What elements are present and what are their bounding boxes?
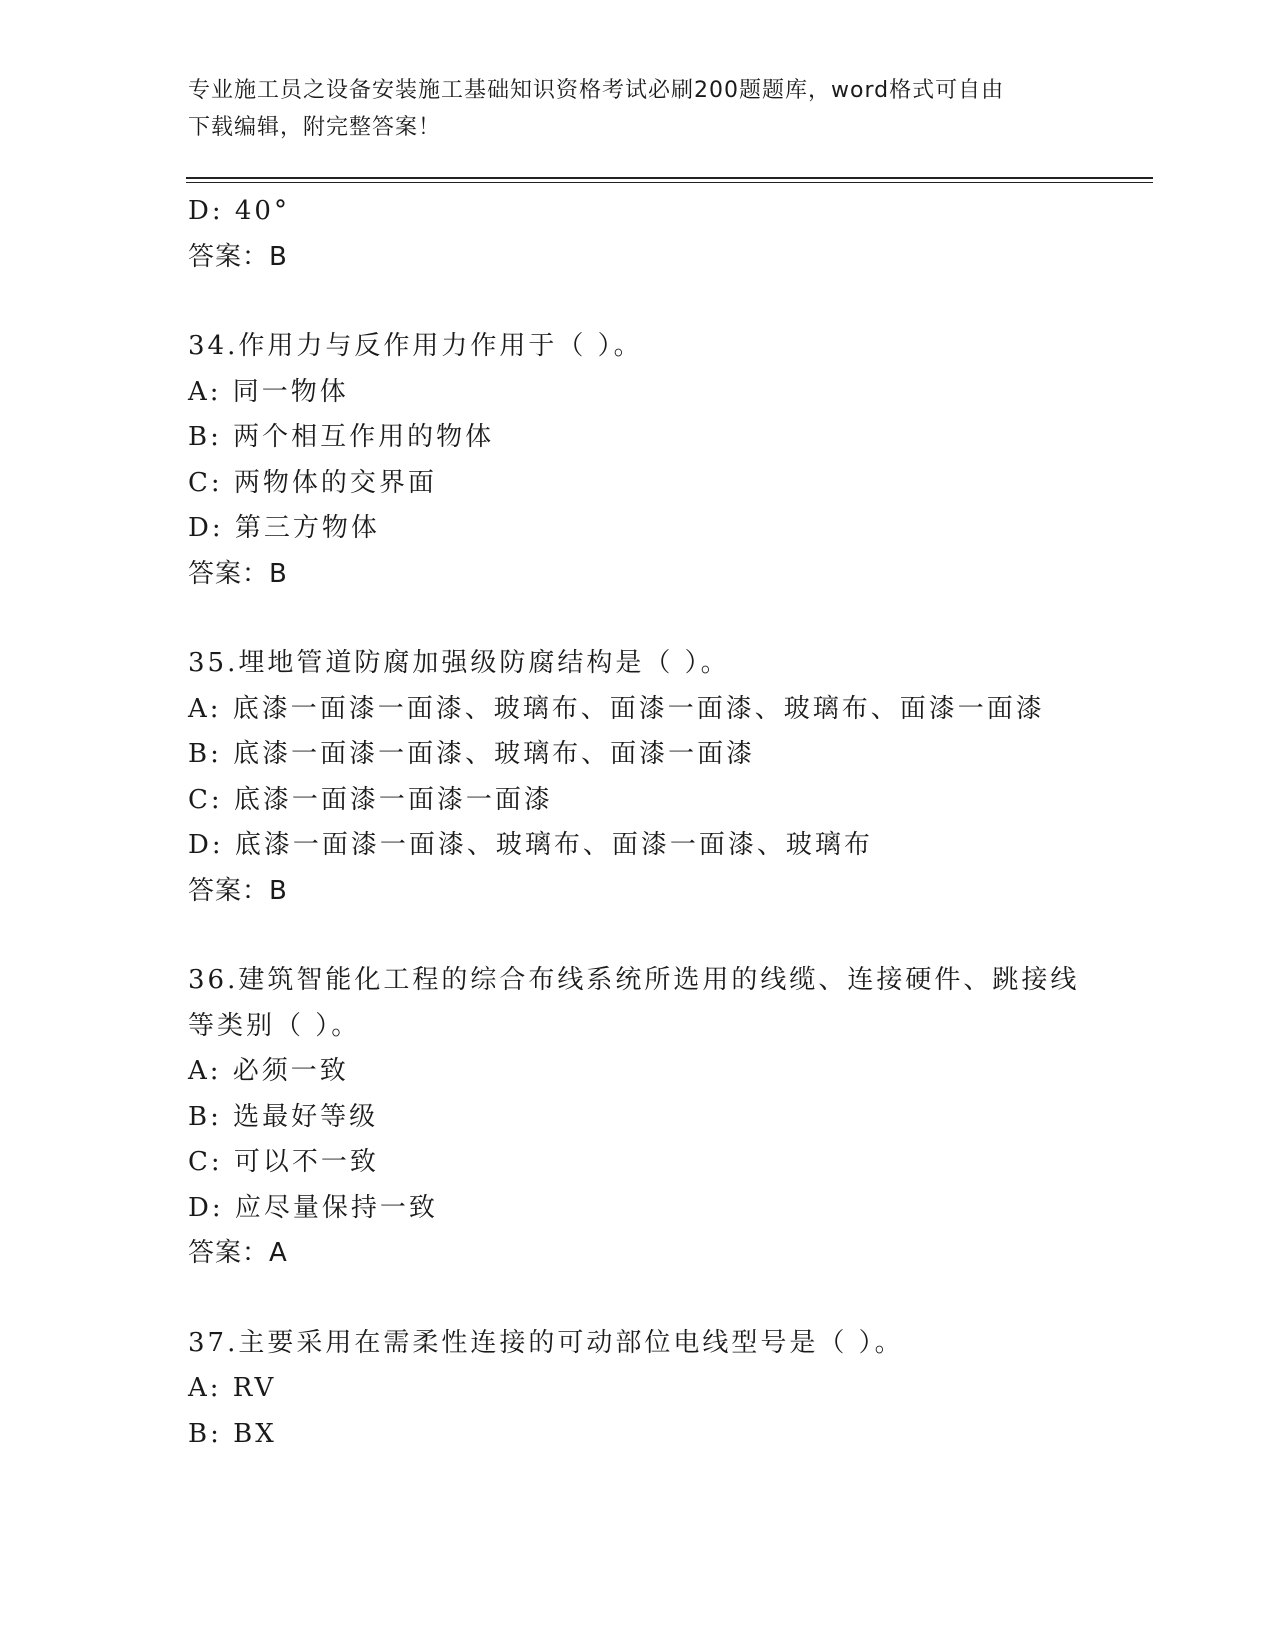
- question-stem: 37.主要采用在需柔性连接的可动部位电线型号是（ ）。: [188, 1327, 904, 1358]
- header-divider-thin: [186, 182, 1153, 183]
- option-d: D: 底漆一面漆一面漆、玻璃布、面漆一面漆、玻璃布: [188, 830, 873, 860]
- header-title-line-2: 下载编辑，附完整答案！: [188, 115, 442, 140]
- question-33-tail: [188, 189, 1088, 280]
- question-stem: 35.埋地管道防腐加强级防腐结构是（ ）。: [188, 648, 730, 678]
- question-stem-line-2: 等类别（ ）。: [188, 1010, 361, 1041]
- question-37: [188, 1321, 1088, 1458]
- answer: 答案：B: [188, 558, 288, 589]
- question-stem-line-1: 36.建筑智能化工程的综合布线系统所选用的线缆、连接硬件、跳接线: [188, 965, 1080, 995]
- option-b: B: 底漆一面漆一面漆、玻璃布、面漆一面漆: [188, 739, 756, 769]
- question-stem: 34.作用力与反作用力作用于（ ）。: [188, 331, 643, 361]
- question-35: [188, 641, 1088, 914]
- header-title-line-1: 专业施工员之设备安装施工基础知识资格考试必刷200题题库，word格式可自由: [188, 78, 1005, 103]
- option-d: D: 40°: [188, 196, 290, 226]
- spacer: [188, 1277, 1088, 1321]
- spacer: [188, 914, 1088, 958]
- answer: 答案：B: [188, 875, 288, 906]
- question-36: [188, 958, 1088, 1277]
- option-c: C: 两物体的交界面: [188, 467, 437, 498]
- answer: 答案：A: [188, 1238, 288, 1268]
- header-divider-thick: [186, 177, 1153, 179]
- spacer: [188, 280, 1088, 324]
- document-header: [188, 72, 1068, 146]
- spacer: [188, 597, 1088, 641]
- option-a: A: RV: [188, 1373, 277, 1403]
- option-a: A: 底漆一面漆一面漆、玻璃布、面漆一面漆、玻璃布、面漆一面漆: [188, 693, 1045, 724]
- option-b: B: BX: [188, 1418, 277, 1449]
- question-list: [188, 189, 1088, 1457]
- question-34: [188, 324, 1088, 597]
- option-d: D: 第三方物体: [188, 513, 380, 543]
- option-b: B: 两个相互作用的物体: [188, 422, 495, 452]
- option-c: C: 可以不一致: [188, 1147, 379, 1177]
- option-a: A: 同一物体: [188, 376, 349, 407]
- option-d: D: 应尽量保持一致: [188, 1192, 438, 1223]
- answer: 答案：B: [188, 241, 288, 272]
- option-b: B: 选最好等级: [188, 1101, 379, 1132]
- option-c: C: 底漆一面漆一面漆一面漆: [188, 784, 553, 815]
- option-a: A: 必须一致: [188, 1056, 349, 1086]
